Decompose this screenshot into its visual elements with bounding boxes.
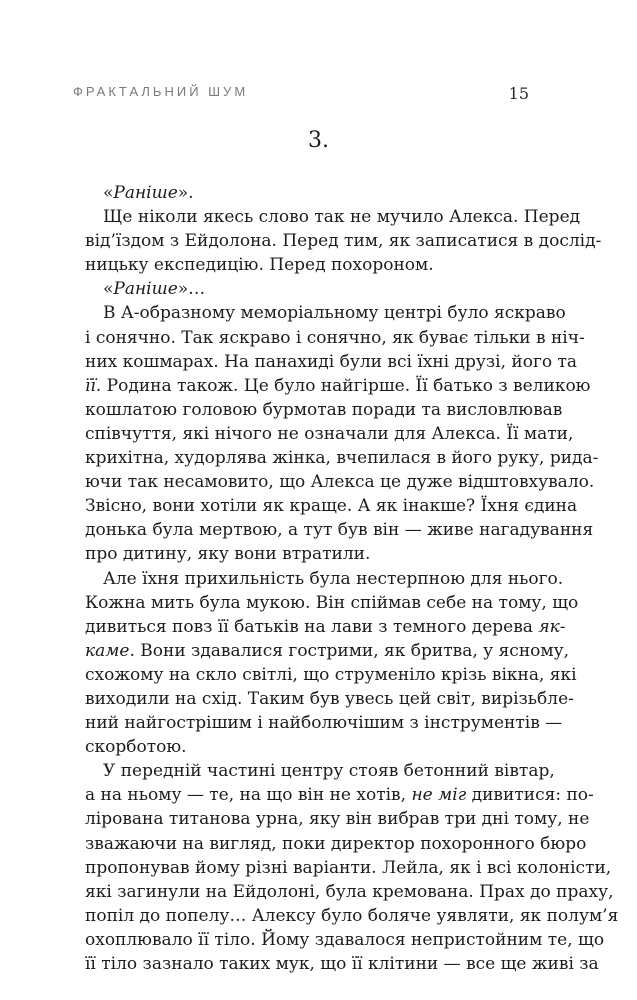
text-line (85, 759, 555, 783)
text-run: . Родина також. Це було найгірше. Її батько з великою (95, 375, 591, 396)
text-line (85, 832, 587, 856)
text-line (85, 952, 599, 976)
text-line (85, 253, 527, 277)
text-run: донька була мертвою, а тут був він — живе нагадування (85, 520, 594, 541)
text-run: від’їздом з Ейдолона. Перед тим, як записатися в дослід- (85, 231, 602, 252)
text-line (85, 928, 605, 952)
italic-text: не міг (411, 785, 467, 806)
text-line (85, 639, 570, 663)
text-line (85, 904, 619, 928)
text-line (85, 422, 574, 446)
text-run: них кошмарах. На панахиді були всі їхні друзі, його та (85, 351, 578, 372)
text-line (85, 615, 566, 639)
text-line (85, 470, 595, 494)
text-run: попіл до попелу… Алексу було боляче уявляти, як полум’я (85, 905, 619, 926)
text-run: які загинули на Ейдолоні, була кремована. Прах до праху, (85, 881, 614, 902)
text-line (85, 687, 574, 711)
text-run: лірована титанова урна, яку він вибрав три дні тому, не (85, 809, 590, 830)
text-run: Кожна мить була мукою. Він спіймав себе на тому, що (85, 592, 579, 613)
text-line (85, 711, 563, 735)
text-run: дивитися: по- (466, 785, 594, 806)
italic-text: її (85, 375, 96, 396)
text-line (85, 350, 578, 374)
italic-text: Раніше (113, 183, 178, 203)
text-line (85, 229, 602, 253)
text-line (85, 494, 578, 518)
text-run: Звісно, вони хотіли як краще. А як інакше? Їхня єдина (85, 496, 578, 517)
text-line (85, 591, 579, 615)
text-run: Ще ніколи якесь слово так не мучило Алекса. Перед (103, 207, 581, 228)
text-line (85, 181, 527, 205)
italic-text: як- (538, 616, 566, 637)
text-run: ницьку експедицію. Перед похороном. (85, 255, 434, 276)
text-line (85, 567, 564, 591)
text-run: а на ньому — те, на що він не хотів, (85, 785, 412, 806)
body-text (85, 181, 619, 976)
text-line (85, 807, 590, 831)
text-line (85, 301, 566, 325)
text-run: »… (177, 279, 206, 300)
text-run: « (103, 183, 114, 203)
text-line (85, 374, 591, 398)
text-run: виходили на схід. Таким був увесь цей світ, вирізьбле- (85, 688, 574, 709)
text-line (85, 856, 612, 880)
text-line (85, 326, 585, 350)
text-line (85, 205, 581, 229)
text-line (85, 446, 599, 470)
text-run: і сонячно. Так яскраво і сонячно, як буває тільки в ніч- (85, 327, 585, 348)
text-line (85, 783, 594, 807)
text-run: про дитину, яку вони втратили. (85, 544, 371, 565)
text-run: ». (177, 183, 194, 203)
text-run: кошлатою головою бурмотав поради та висловлював (85, 399, 563, 420)
text-run: У передній частині центру стояв бетонний вівтар, (103, 761, 555, 782)
text-run: схожому на скло світлі, що струменіло крізь вікна, які (85, 664, 577, 685)
text-run: крихітна, худорлява жінка, вчепилася в його руку, рида- (85, 448, 599, 469)
text-run: . Вони здавалися гострими, як бритва, у ясному, (129, 640, 570, 661)
text-run: її тіло зазнало таких мук, що її клітини — все ще живі за (85, 954, 599, 974)
text-run: ний найгострішим і найболючішим з інструментів — (85, 713, 563, 734)
italic-text: каме (85, 640, 130, 661)
text-run: охоплювало її тіло. Йому здавалося непристойним те, що (85, 929, 605, 950)
text-run: співчуття, які нічого не означали для Алекса. Її мати, (85, 423, 574, 444)
text-run: пропонував йому різні варіанти. Лейла, як і всі колоністи, (85, 857, 612, 878)
text-run: « (103, 279, 114, 300)
chapter-number: 3. (308, 128, 329, 153)
text-run: В А-образному меморіальному центрі було яскраво (103, 303, 566, 324)
text-line (85, 398, 563, 422)
text-line (85, 277, 527, 301)
text-run: дивиться повз її батьків на лави з темного дерева (85, 616, 539, 637)
text-line (85, 735, 527, 759)
text-run: скорботою. (85, 737, 187, 758)
italic-text: Раніше (113, 279, 178, 300)
running-head-title: ФРАКТАЛЬНИЙ ШУМ (73, 84, 249, 99)
text-run: Але їхня прихильність була нестерпною для нього. (103, 568, 564, 589)
text-line (85, 542, 527, 566)
text-run: зважаючи на вигляд, поки директор похоронного бюро (85, 833, 587, 854)
page-number: 15 (508, 84, 529, 103)
text-line (85, 880, 614, 904)
text-line (85, 663, 577, 687)
text-run: ючи так несамовито, що Алекса це дуже відштовхувало. (85, 472, 595, 493)
text-line (85, 518, 594, 542)
